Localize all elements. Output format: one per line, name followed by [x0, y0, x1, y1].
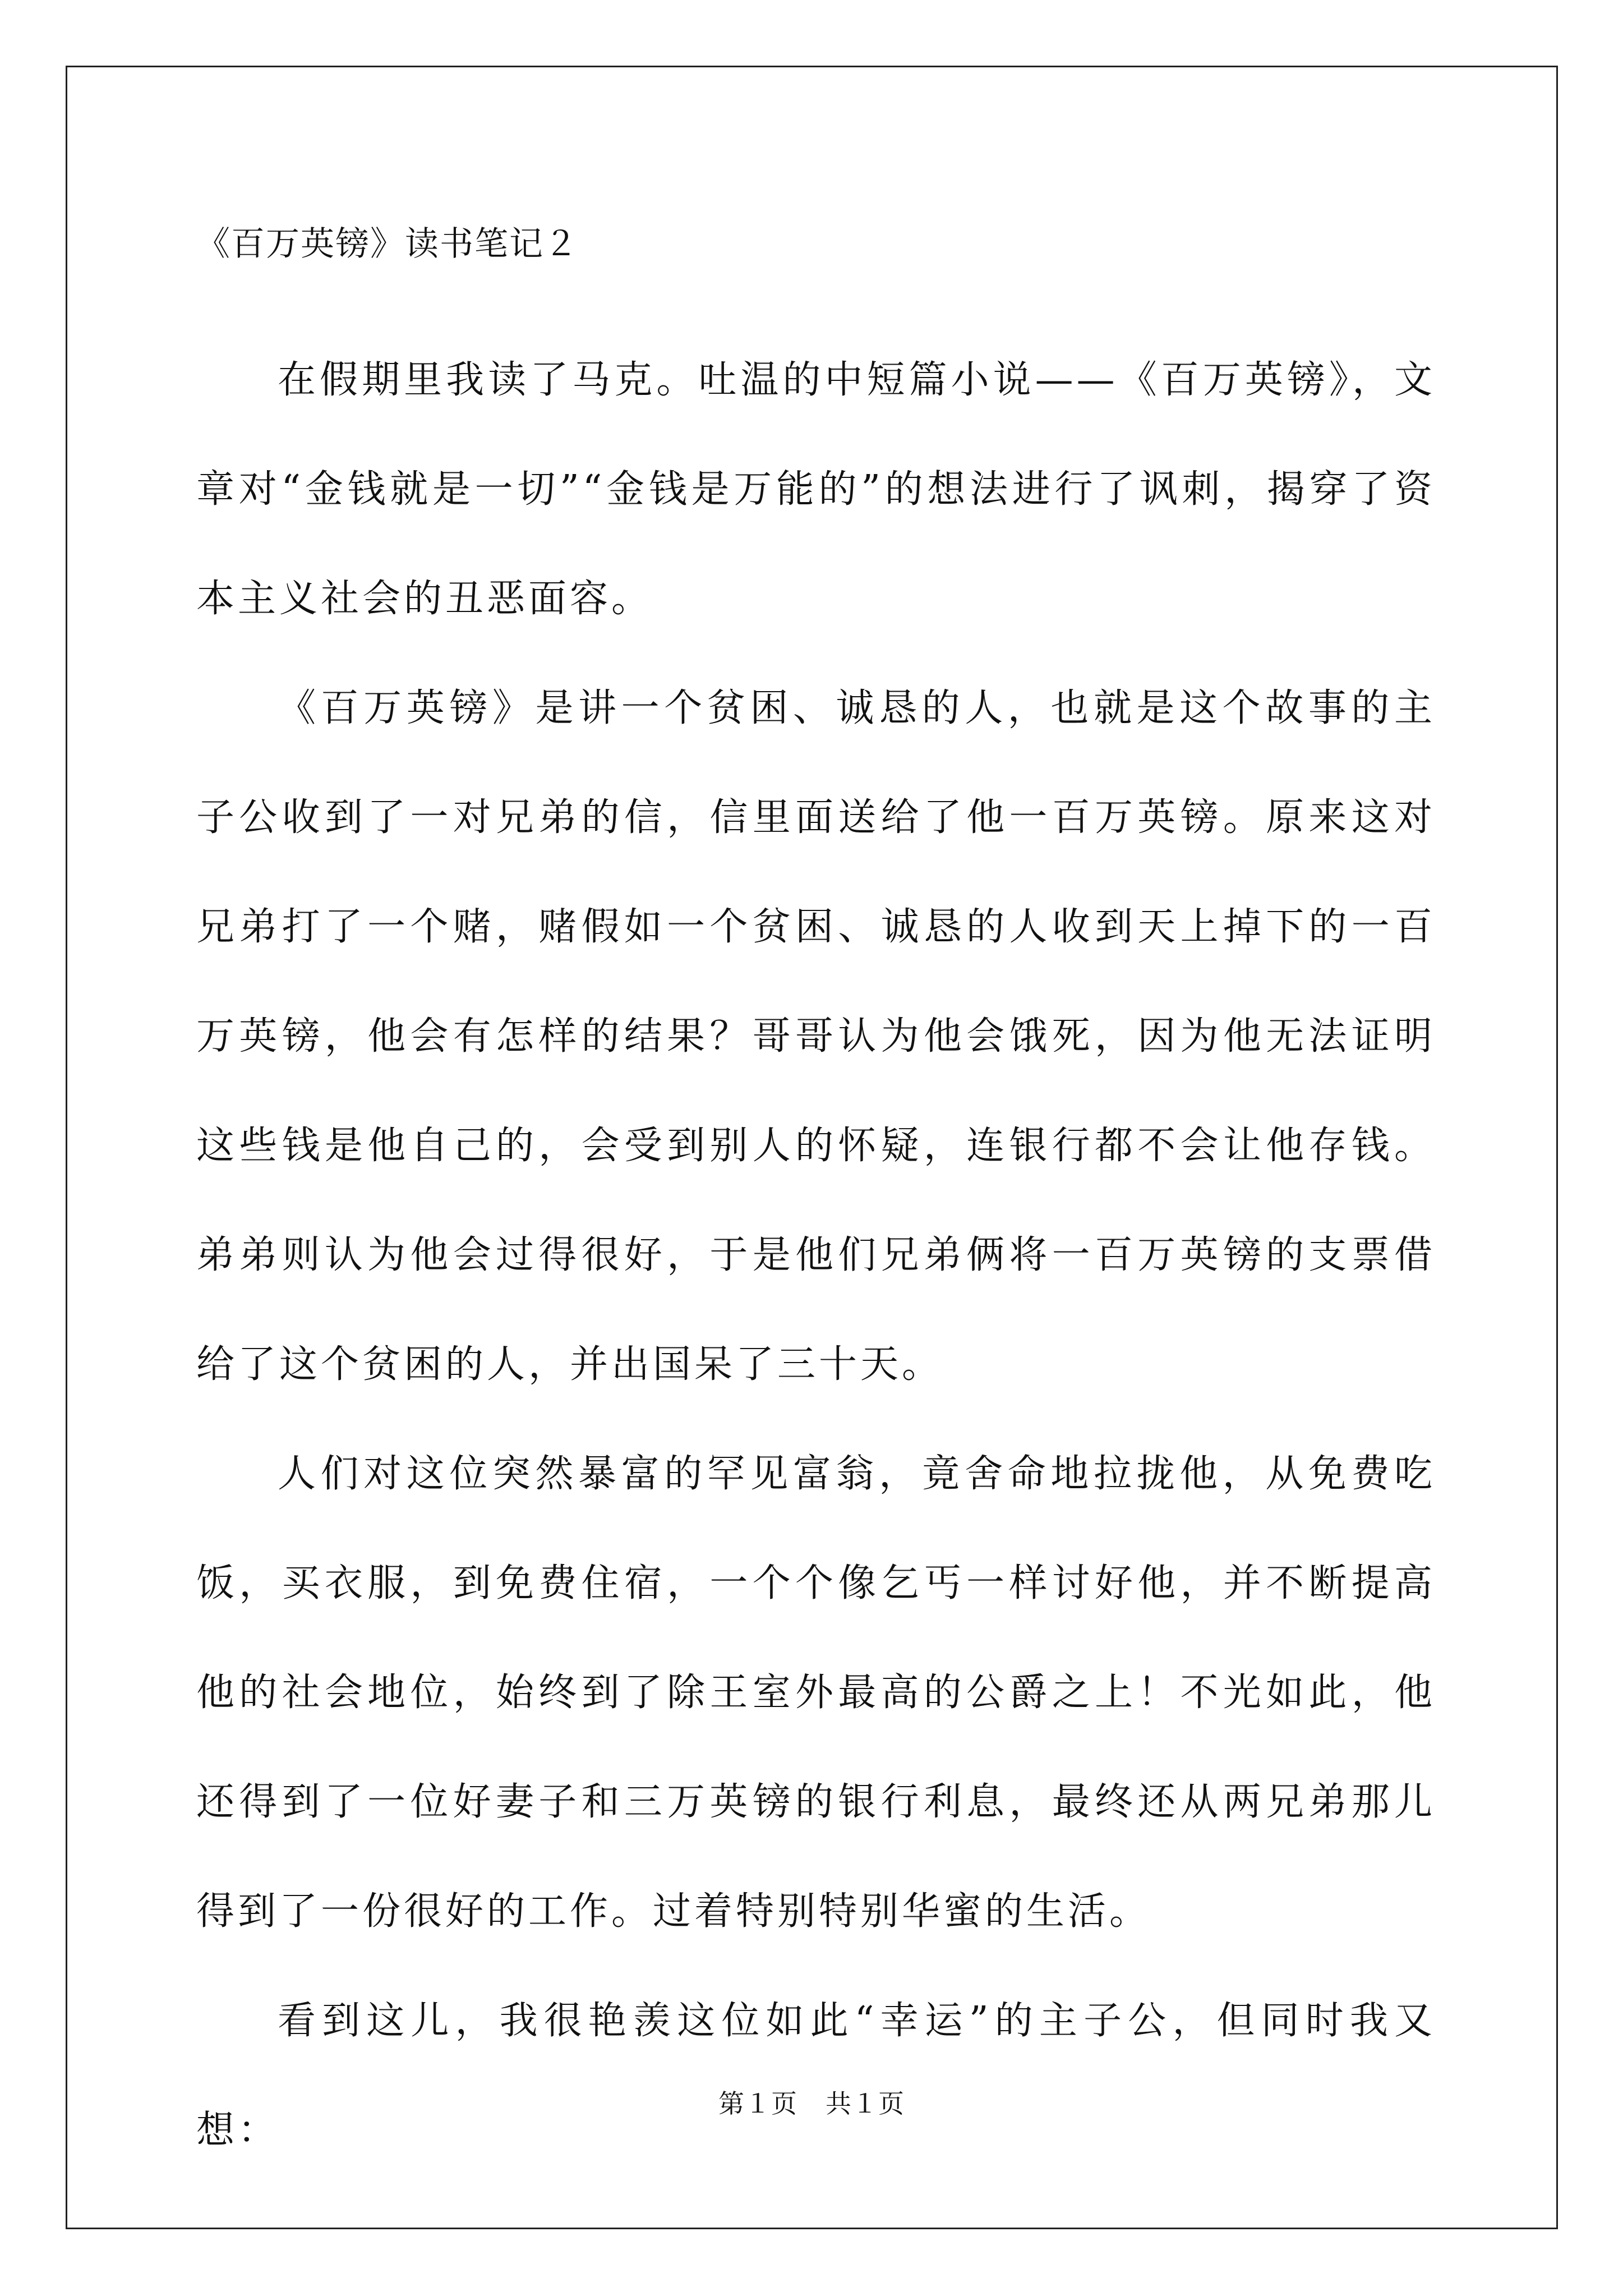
page-total: 共１页: [826, 2088, 905, 2119]
paragraph-4: 看到这儿，我很艳羡这位如此“幸运”的主子公，但同时我又想：: [196, 1999, 1436, 2152]
document-title: 《百万英镑》读书笔记２: [196, 224, 579, 264]
paragraph-3: 人们对这位突然暴富的罕见富翁，竟舍命地拉拢他，从免费吃饭，买衣服，到免费住宿，一个个像乞丐一样讨好他，并不断提高他的社会地位，始终到了除王室外最高的公爵之上！不光如此，他还得到了一位好妻子和三万英镑的银行利息，最终还从两兄弟那儿得到了一份很好的工作。过着特别特别华蜜的生活。: [196, 1452, 1436, 1934]
page-footer: [0, 2087, 1623, 2120]
paragraph-2: 《百万英镑》是讲一个贫困、诚恳的人，也就是这个故事的主子公收到了一对兄弟的信，信里面送给了他一百万英镑。原来这对兄弟打了一个赌，赌假如一个贫困、诚恳的人收到天上掉下的一百万英镑，他会有怎样的结果？哥哥认为他会饿死，因为他无法证明这些钱是他自己的，会受到别人的怀疑，连银行都不会让他存钱。弟弟则认为他会过得很好，于是他们兄弟俩将一百万英镑的支票借给了这个贫困的人，并出国呆了三十天。: [196, 686, 1436, 1387]
paragraph-1: 在假期里我读了马克。吐温的中短篇小说——《百万英镑》，文章对“金钱就是一切”“金钱是万能的”的想法进行了讽刺，揭穿了资本主义社会的丑恶面容。: [196, 358, 1436, 621]
page-number: 第１页: [718, 2088, 797, 2119]
document-body: [196, 325, 1436, 2185]
